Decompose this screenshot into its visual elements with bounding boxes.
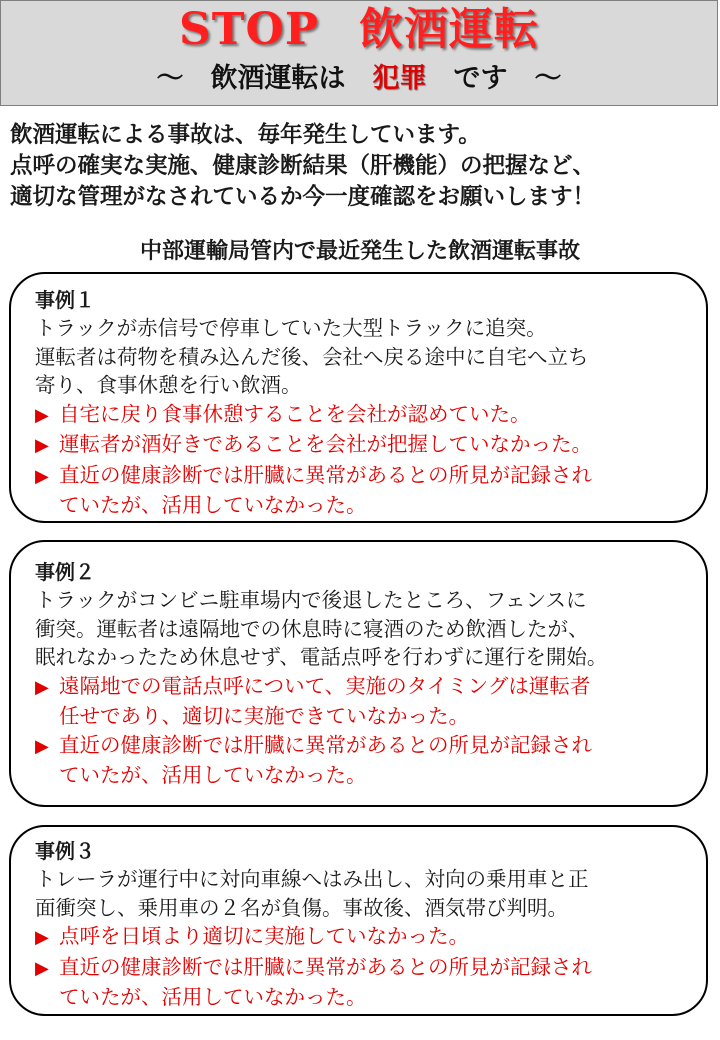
finding-text: 遠隔地での電話点呼について、実施のタイミングは運転者 (59, 673, 591, 698)
case-description-line: トレーラが運行中に対向車線へはみ出し、対向の乗用車と正 (35, 867, 589, 891)
header-banner (0, 0, 718, 106)
title-stop: STOP (179, 4, 319, 55)
case-description-line: 眠れなかったため休息せず、電話点呼を行わずに運行を開始。 (35, 645, 608, 669)
case-finding (33, 400, 706, 431)
case-finding (33, 731, 706, 790)
case-description-line: 寄り、食事休憩を行い飲酒。 (35, 373, 302, 397)
finding-text: 自宅に戻り食事休憩することを会社が認めていた。 (59, 401, 531, 426)
case-description-line: トラックがコンビニ駐車場内で後退したところ、フェンスに (35, 588, 587, 612)
case-3-box (9, 825, 708, 1016)
case-2-box (9, 540, 708, 807)
finding-text: 点呼を日頃より適切に実施していなかった。 (59, 924, 469, 948)
subtitle-before: ～ 飲酒運転は (156, 63, 373, 94)
case-1-box (9, 272, 708, 523)
bullet-triangle-icon: ▶ (35, 465, 49, 487)
case-description-line: 衝突。運転者は遠隔地での休息時に寝酒のため飲酒したが、 (35, 616, 589, 641)
intro-text (10, 120, 715, 213)
case-title: 事例３ (35, 839, 95, 863)
finding-text-continued: ていたが、活用していなかった。 (59, 985, 367, 1009)
case-description-line: 運転者は荷物を積み込んだ後、会社へ戻る途中に自宅へ立ち (35, 344, 589, 369)
finding-text-continued: ていたが、活用していなかった。 (59, 493, 367, 517)
case-finding (33, 922, 706, 953)
poster-title (1, 3, 717, 57)
finding-text-continued: ていたが、活用していなかった。 (59, 763, 367, 787)
finding-text-continued: 任せであり、適切に実施できていなかった。 (59, 704, 469, 728)
finding-text: 運転者が酒好きであることを会社が把握していなかった。 (59, 432, 592, 456)
poster-subtitle (1, 59, 717, 99)
bullet-triangle-icon: ▶ (35, 676, 49, 698)
case-finding (33, 953, 706, 1012)
case-finding (33, 461, 706, 520)
intro-line: 適切な管理がなされているか今一度確認をお願いします！ (10, 184, 596, 210)
finding-text: 直近の健康診断では肝臓に異常があるとの所見が記録され (59, 732, 592, 757)
title-drunk-driving: 飲酒運転 (358, 4, 539, 55)
bullet-triangle-icon: ▶ (35, 404, 49, 426)
section-title: 中部運輸局管内で最近発生した飲酒運転事故 (139, 239, 580, 264)
bullet-triangle-icon: ▶ (35, 957, 49, 979)
intro-line: 点呼の確実な実施、健康診断結果（肝機能）の把握など、 (10, 153, 596, 179)
case-finding (33, 430, 706, 461)
intro-line: 飲酒運転による事故は、毎年発生しています。 (10, 122, 481, 148)
case-description-line: トラックが赤信号で停車していた大型トラックに追突。 (35, 316, 547, 340)
subtitle-crime: 犯罪 (372, 63, 427, 94)
finding-text: 直近の健康診断では肝臓に異常があるとの所見が記録され (59, 954, 592, 979)
bullet-triangle-icon: ▶ (35, 435, 49, 456)
case-title: 事例２ (35, 560, 95, 584)
bullet-triangle-icon: ▶ (35, 927, 49, 948)
case-title: 事例１ (35, 288, 95, 312)
case-finding (33, 672, 706, 731)
case-description-line: 面衝突し、乗用車の２名が負傷。事故後、酒気帯び判明。 (35, 895, 568, 920)
subtitle-after: です ～ (426, 63, 562, 94)
bullet-triangle-icon: ▶ (35, 735, 49, 757)
finding-text: 直近の健康診断では肝臓に異常があるとの所見が記録され (59, 462, 592, 487)
